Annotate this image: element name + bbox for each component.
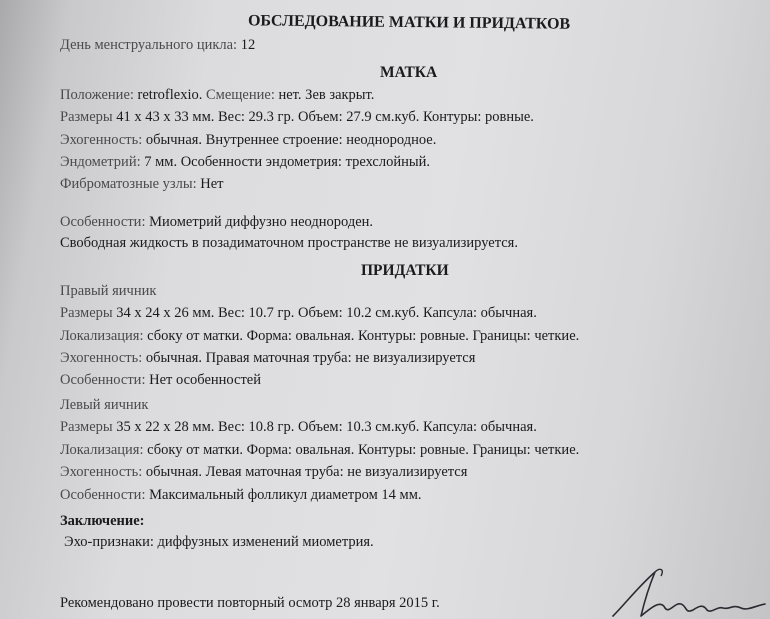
right-ovary-features-line — [60, 371, 261, 389]
right-features-value: Нет особенностей — [145, 372, 261, 388]
right-size-value: 34 x 24 x 26 мм. Вес: 10.7 гр. Объем: 10.2 см.куб. Капсула: обычная. — [112, 305, 537, 321]
uterus-size-line — [60, 108, 534, 126]
right-ovary-loc-line — [60, 327, 579, 345]
endometrium-label: Эндометрий: — [60, 154, 141, 170]
right-echo-label: Эхогенность: — [60, 350, 143, 366]
uterus-echo-label: Эхогенность: — [60, 132, 143, 148]
uterus-size-value: 41 x 43 x 33 мм. Вес: 29.3 гр. Объем: 27.9 см.куб. Контуры: ровные. — [112, 109, 534, 125]
right-loc-value: сбоку от матки. Форма: овальная. Контуры: ровные. Границы: четкие. — [143, 328, 580, 344]
position-label: Положение: — [60, 87, 134, 103]
free-fluid-line: Свободная жидкость в позадиматочном пространстве не визуализируется. — [60, 235, 518, 251]
cycle-day-line — [60, 36, 255, 54]
conclusion-text: Эхо-признаки: диффузных изменений миометрия. — [64, 534, 374, 550]
left-loc-label: Локализация: — [60, 442, 144, 458]
uterus-features-value: Миометрий диффузно неоднороден. — [145, 214, 374, 230]
conclusion-heading: Заключение: — [60, 513, 145, 529]
left-ovary-size-line — [60, 418, 537, 436]
left-size-label: Размеры — [60, 419, 113, 435]
right-ovary-title: Правый яичник — [60, 283, 157, 299]
right-ovary-echo-line — [60, 349, 475, 367]
right-ovary-size-line — [60, 304, 537, 322]
uterus-heading: МАТКА — [380, 64, 438, 81]
uterus-position-line — [60, 86, 374, 104]
recommendation-line: Рекомендовано провести повторный осмотр 28 января 2015 г. — [60, 595, 440, 611]
left-echo-value: обычная. Левая маточная труба: не визуализируется — [142, 464, 468, 480]
shift-value: нет. Зев закрыт. — [274, 87, 375, 103]
left-ovary-loc-line — [60, 441, 579, 459]
adnexa-heading: ПРИДАТКИ — [361, 262, 449, 279]
uterus-features-line — [60, 213, 373, 231]
left-ovary-echo-line — [60, 463, 467, 481]
left-features-value: Максимальный фолликул диаметром 14 мм. — [145, 487, 422, 503]
fibroid-line — [60, 175, 224, 193]
position-value: retroflexio. — [133, 87, 206, 103]
left-features-label: Особенности: — [60, 487, 146, 503]
left-ovary-title: Левый яичник — [60, 397, 149, 413]
cycle-day-label: День менструального цикла: — [60, 37, 238, 53]
left-size-value: 35 x 22 x 28 мм. Вес: 10.8 гр. Объем: 10.3 см.куб. Капсула: обычная. — [112, 419, 537, 435]
fibroid-value: Нет — [196, 176, 224, 192]
right-size-label: Размеры — [60, 305, 113, 321]
uterus-echo-line — [60, 131, 436, 149]
uterus-echo-value: обычная. Внутреннее строение: неоднородное. — [142, 132, 437, 148]
right-loc-label: Локализация: — [60, 328, 144, 344]
uterus-features-label: Особенности: — [60, 214, 146, 230]
left-ovary-features-line — [60, 486, 422, 504]
right-features-label: Особенности: — [60, 372, 146, 388]
uterus-size-label: Размеры — [60, 109, 113, 125]
left-echo-label: Эхогенность: — [60, 464, 143, 480]
left-loc-value: сбоку от матки. Форма: овальная. Контуры: ровные. Границы: четкие. — [143, 442, 580, 458]
cycle-day-value: 12 — [240, 37, 256, 53]
endometrium-line — [60, 153, 430, 171]
handwritten-signature — [595, 564, 770, 619]
shift-label: Смещение: — [205, 87, 275, 103]
right-echo-value: обычная. Правая маточная труба: не визуализируется — [142, 350, 476, 366]
endometrium-value: 7 мм. Особенности эндометрия: трехслойный. — [140, 154, 430, 170]
document-title: ОБСЛЕДОВАНИЕ МАТКИ И ПРИДАТКОВ — [247, 12, 571, 33]
fibroid-label: Фиброматозные узлы: — [60, 176, 197, 192]
